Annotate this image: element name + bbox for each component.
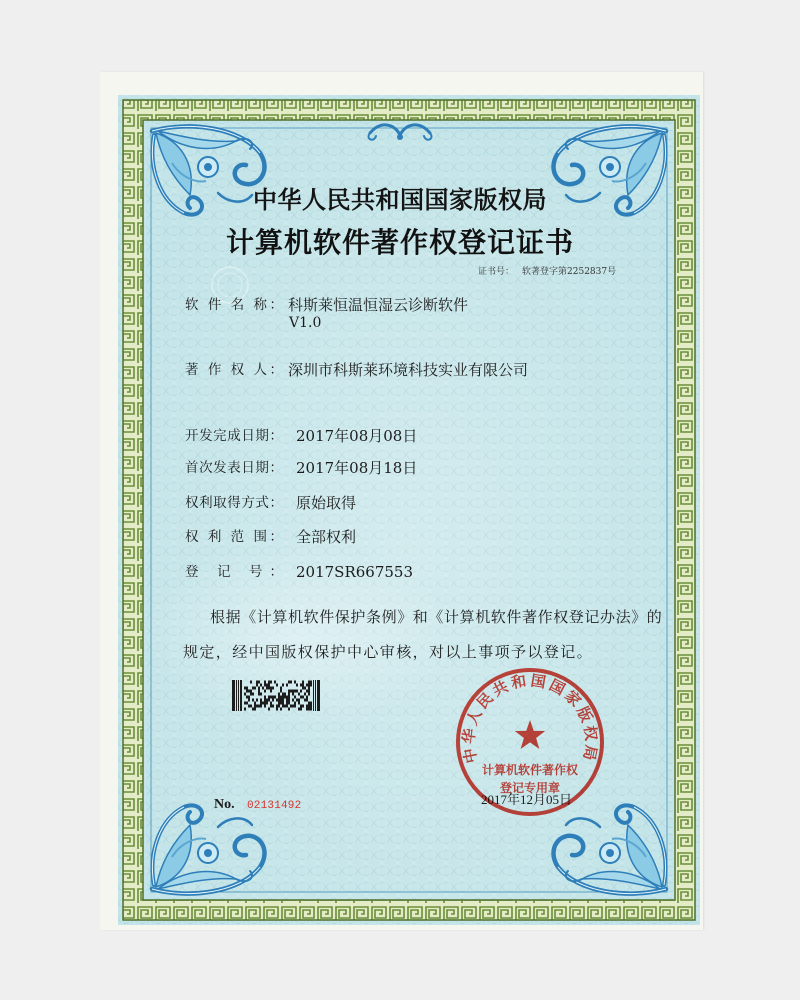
barcode-module (290, 681, 292, 684)
barcode-module (286, 702, 288, 705)
barcode-module (258, 690, 260, 693)
barcode-module (280, 687, 282, 690)
barcode-module (248, 690, 250, 693)
barcode-module (313, 680, 314, 711)
barcode-module (300, 684, 302, 687)
field-label: 著 作 权 人： (185, 362, 283, 378)
barcode-module (268, 708, 270, 711)
barcode-module (278, 693, 280, 696)
barcode-module (302, 684, 304, 687)
barcode-module (308, 687, 310, 690)
barcode-module (317, 680, 320, 711)
barcode-module (256, 684, 258, 687)
barcode-module (308, 681, 310, 684)
barcode-module (288, 681, 290, 684)
barcode-module (250, 705, 252, 708)
field-label: 权利取得方式： (185, 495, 283, 511)
barcode-module (282, 699, 284, 702)
barcode-module (264, 690, 266, 693)
barcode-module (280, 699, 282, 702)
barcode-module (272, 705, 274, 708)
barcode-module (246, 696, 248, 699)
barcode-module (278, 705, 280, 708)
barcode-module (268, 681, 270, 684)
barcode-module (284, 705, 286, 708)
barcode-module (290, 690, 292, 693)
barcode-module (246, 702, 248, 705)
certificate-number-label: 证书号： (478, 267, 515, 277)
statement-line-1: 根据《计算机软件保护条例》和《计算机软件著作权登记办法》的 (210, 608, 663, 626)
barcode-module (310, 702, 312, 705)
barcode-module (286, 699, 288, 702)
barcode-module (302, 681, 304, 684)
barcode-module (270, 681, 272, 684)
barcode-module (272, 699, 274, 702)
field-registration-number (0, 563, 800, 581)
barcode-module (262, 687, 264, 690)
barcode-module (252, 687, 254, 690)
barcode-module (280, 702, 282, 705)
barcode-module (278, 696, 280, 699)
barcode-module (266, 684, 268, 687)
barcode-module (298, 699, 300, 702)
barcode-module (288, 702, 290, 705)
star-icon (515, 720, 545, 749)
barcode-module (268, 687, 270, 690)
barcode-module (268, 684, 270, 687)
barcode-module (252, 693, 254, 696)
barcode-module (315, 680, 316, 711)
barcode-module (282, 705, 284, 708)
barcode-module (280, 696, 282, 699)
barcode-module (276, 705, 278, 708)
barcode-module (288, 708, 290, 711)
field-software-name (0, 296, 800, 314)
barcode-module (260, 705, 262, 708)
barcode-module (296, 690, 298, 693)
barcode-module (250, 693, 252, 696)
seal-text-line1: 计算机软件著作权 (481, 763, 579, 777)
issue-date: 2017年12月05日 (481, 792, 573, 807)
barcode-module (308, 684, 310, 687)
field-value: 全部权利 (296, 528, 357, 546)
issuer-heading: 中华人民共和国国家版权局 (253, 185, 547, 214)
barcode-module (300, 690, 302, 693)
barcode-module (264, 702, 266, 705)
barcode-module (306, 699, 308, 702)
barcode-module (264, 684, 266, 687)
field-label: 首次发表日期： (185, 460, 283, 476)
field-label: 软 件 名 称： (185, 297, 283, 313)
barcode-module (258, 693, 260, 696)
field-completion-date (0, 427, 800, 445)
barcode-module (290, 705, 292, 708)
barcode-module (276, 699, 278, 702)
software-version: V1.0 (289, 315, 322, 331)
barcode-module (244, 702, 246, 705)
statement-line-2: 规定，经中国版权保护中心审核，对以上事项予以登记。 (183, 643, 594, 661)
barcode-module (278, 699, 280, 702)
barcode-module (256, 681, 258, 684)
barcode-module (294, 696, 296, 699)
barcode-module (260, 702, 262, 705)
barcode-module (310, 684, 312, 687)
barcode-module (256, 699, 258, 702)
barcode-module (274, 681, 276, 684)
barcode-module (276, 684, 278, 687)
barcode-module (280, 690, 282, 693)
barcode-module (248, 699, 250, 702)
barcode-module (248, 696, 250, 699)
barcode-module (306, 708, 308, 711)
barcode-module (288, 693, 290, 696)
barcode-module (260, 693, 262, 696)
barcode-module (278, 702, 280, 705)
barcode-module (254, 708, 256, 711)
barcode-module (272, 696, 274, 699)
barcode-module (294, 702, 296, 705)
barcode-module (310, 681, 312, 684)
field-acquisition-method (0, 494, 800, 512)
barcode-module (308, 702, 310, 705)
barcode-module (286, 684, 288, 687)
barcode-module (288, 690, 290, 693)
barcode-module (264, 681, 266, 684)
barcode-module (300, 696, 302, 699)
barcode-module (294, 705, 296, 708)
barcode-module (266, 702, 268, 705)
barcode-module (262, 702, 264, 705)
barcode-module (256, 705, 258, 708)
barcode-module (260, 699, 262, 702)
barcode-module (238, 680, 239, 711)
barcode-module (272, 687, 274, 690)
barcode-module (308, 705, 310, 708)
field-label: 权 利 范 围： (185, 529, 283, 545)
field-value: 深圳市科斯莱环境科技实业有限公司 (288, 361, 529, 379)
barcode-module (266, 687, 268, 690)
barcode-module (292, 705, 294, 708)
barcode-module (298, 708, 300, 711)
barcode-module (266, 699, 268, 702)
barcode-module (246, 690, 248, 693)
certificate-title: 计算机软件著作权登记证书 (225, 226, 574, 259)
barcode-module (292, 690, 294, 693)
barcode-module (308, 693, 310, 696)
seal-text-line2: 登记专用章 (499, 781, 561, 795)
barcode-module (268, 696, 270, 699)
barcode-module (284, 693, 286, 696)
barcode-module (292, 699, 294, 702)
field-publication-date (0, 459, 800, 477)
seal-arc-text (459, 671, 600, 764)
barcode-module (244, 693, 246, 696)
barcode-module (282, 684, 284, 687)
barcode-module (254, 702, 256, 705)
barcode-module (270, 702, 272, 705)
barcode-module (244, 708, 246, 711)
barcode-module (286, 705, 288, 708)
barcode-module (310, 708, 312, 711)
barcode-module (250, 681, 252, 684)
barcode-module (252, 699, 254, 702)
field-value: 2017年08月18日 (296, 459, 418, 477)
field-value: 2017SR667553 (296, 563, 414, 581)
barcode-module (288, 696, 290, 699)
barcode-module (244, 687, 246, 690)
barcode-module (304, 693, 306, 696)
barcode-module (304, 687, 306, 690)
barcode-module (286, 696, 288, 699)
barcode-module (254, 687, 256, 690)
barcode-module (270, 705, 272, 708)
barcode-module (282, 702, 284, 705)
barcode-module (300, 708, 302, 711)
field-value: 科斯莱恒温恒湿云诊断软件 (288, 296, 469, 314)
barcode (232, 680, 320, 711)
barcode-module (302, 705, 304, 708)
barcode-module (306, 696, 308, 699)
barcode-module (270, 696, 272, 699)
field-label: 登 记 号： (185, 564, 283, 580)
barcode-module (304, 699, 306, 702)
field-copyright-owner (0, 361, 800, 379)
barcode-module (264, 699, 266, 702)
barcode-module (284, 696, 286, 699)
barcode-module (292, 693, 294, 696)
official-seal (452, 664, 608, 820)
barcode-module (258, 687, 260, 690)
seal-arc-textpath: 中华人民共和国国家版权局 (459, 671, 601, 765)
barcode-module (282, 693, 284, 696)
barcode-module (306, 705, 308, 708)
serial-number: 02131492 (247, 800, 302, 812)
barcode-module (270, 690, 272, 693)
barcode-module (280, 708, 282, 711)
certificate-number-value: 软著登字第2252837号 (522, 267, 617, 277)
barcode-module (240, 680, 242, 711)
barcode-module (302, 696, 304, 699)
barcode-module (258, 705, 260, 708)
barcode-module (308, 708, 310, 711)
barcode-module (252, 708, 254, 711)
barcode-module (288, 699, 290, 702)
barcode-module (308, 690, 310, 693)
barcode-module (232, 680, 235, 711)
barcode-module (246, 687, 248, 690)
barcode-module (296, 699, 298, 702)
barcode-module (250, 690, 252, 693)
barcode-module (258, 681, 260, 684)
barcode-module (300, 705, 302, 708)
certificate-number (478, 266, 616, 278)
barcode-module (260, 684, 262, 687)
barcode-module (298, 693, 300, 696)
barcode-module (270, 687, 272, 690)
barcode-module (306, 690, 308, 693)
barcode-module (264, 696, 266, 699)
barcode-module (296, 684, 298, 687)
barcode-module (248, 705, 250, 708)
barcode-module (274, 696, 276, 699)
barcode-module (264, 705, 266, 708)
field-value: 原始取得 (296, 494, 357, 512)
field-rights-scope (0, 528, 800, 546)
barcode-module (302, 687, 304, 690)
serial-prefix: No. (214, 797, 235, 812)
barcode-module (282, 696, 284, 699)
barcode-module (294, 690, 296, 693)
barcode-module (294, 681, 296, 684)
barcode-module (268, 699, 270, 702)
barcode-module (306, 684, 308, 687)
barcode-module (298, 702, 300, 705)
barcode-module (236, 680, 237, 711)
barcode-module (276, 708, 278, 711)
barcode-module (310, 705, 312, 708)
field-label: 开发完成日期： (185, 428, 283, 444)
field-value: 2017年08月08日 (296, 427, 418, 445)
barcode-module (254, 705, 256, 708)
